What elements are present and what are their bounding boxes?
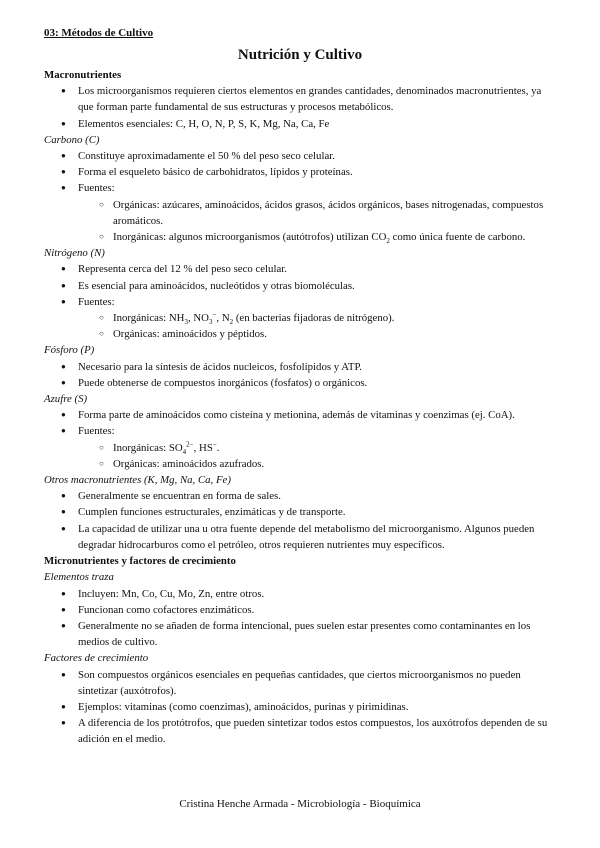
superscript: − <box>212 440 217 449</box>
text: . <box>216 441 220 454</box>
text: , N <box>216 312 230 325</box>
superscript: 2− <box>186 440 194 449</box>
subscript: 2 <box>386 237 390 246</box>
subscript: 4 <box>182 447 187 456</box>
list-item: ○ Orgánicas: aminoácidos azufrados. <box>44 456 554 472</box>
text: Inorgánicas: SO <box>113 441 183 454</box>
text: Inorgánicas: NH <box>113 312 185 325</box>
list-item: ● Ejemplos: vitaminas (como coenzimas), aminoácidos, purinas y pirimidinas. <box>44 699 554 715</box>
subscript: 3 <box>208 318 213 327</box>
nitrogeno-list <box>44 261 554 342</box>
list-item: ● Son compuestos orgánicos esenciales en pequeñas cantidades, que ciertos microorganismos no pueden sintetizar (auxótrofos). <box>44 667 554 699</box>
list-item <box>44 423 554 472</box>
list-item: ● Cumplen funciones estructurales, enzimáticas y de transporte. <box>44 504 554 520</box>
section-heading-micronutrientes: Micronutrientes y factores de crecimiento <box>44 555 236 568</box>
list-item: ● Generalmente no se añaden de forma intencional, pues suelen estar presentes como contaminantes en los medios de cultivo. <box>44 618 554 650</box>
text: , NO <box>187 312 209 325</box>
list-item: ● Puede obtenerse de compuestos inorgánicos (fosfatos) o orgánicos. <box>44 375 554 391</box>
chapter-header: 03: Métodos de Cultivo <box>44 27 154 39</box>
carbono-fuentes-list <box>78 197 554 246</box>
subheading-factores-crecimiento: Factores de crecimiento <box>44 652 149 665</box>
text: (en bacterias fijadoras de nitrógeno). <box>233 312 395 325</box>
fuentes-label: Fuentes: <box>78 295 115 308</box>
subheading-azufre: Azufre (S) <box>44 393 88 406</box>
fosforo-list <box>44 359 554 391</box>
list-item <box>44 440 554 456</box>
document-body <box>44 67 554 748</box>
list-item: ● Constituye aproximadamente el 50 % del peso seco celular. <box>44 148 554 164</box>
list-item: ○ Orgánicas: azúcares, aminoácidos, ácidos grasos, ácidos orgánicos, bases nitrogenadas, compuestos aromáticos. <box>44 197 554 229</box>
list-item: ● A diferencia de los protótrofos, que pueden sintetizar todos estos compuestos, los auxótrofos dependen de su adición en el medio. <box>44 715 554 747</box>
subscript: 2 <box>229 318 234 327</box>
list-item: ● Generalmente se encuentran en forma de sales. <box>44 488 554 504</box>
subheading-otros: Otros macronutrientes (K, Mg, Na, Ca, Fe) <box>44 474 231 487</box>
list-item <box>44 294 554 343</box>
list-item <box>44 229 554 245</box>
list-item: ● Los microorganismos requieren ciertos elementos en grandes cantidades, denominados macronutrientes, ya que forman parte fundamental de sus estructuras y procesos metabólicos. <box>44 83 554 115</box>
traza-list <box>44 586 554 651</box>
list-item <box>44 310 554 326</box>
text: Inorgánicas: algunos microorganismos (autótrofos) utilizan CO <box>113 231 387 244</box>
list-item <box>44 180 554 245</box>
subheading-carbono: Carbono (C) <box>44 133 100 146</box>
list-item: ○ Orgánicas: aminoácidos y péptidos. <box>44 326 554 342</box>
otros-list <box>44 488 554 553</box>
page-footer: Cristina Henche Armada - Microbiología - Bioquímica <box>179 798 421 810</box>
list-item: ● Necesario para la síntesis de ácidos nucleicos, fosfolípidos y ATP. <box>44 359 554 375</box>
fuentes-label: Fuentes: <box>78 425 115 438</box>
azufre-fuentes-list <box>78 440 554 472</box>
list-item: ● Elementos esenciales: C, H, O, N, P, S, K, Mg, Na, Ca, Fe <box>44 116 554 132</box>
text: , HS <box>193 441 213 454</box>
superscript: − <box>212 310 217 319</box>
list-item: ● La capacidad de utilizar una u otra fuente depende del metabolismo del microorganismo. Algunos pueden degradar hidrocarburos como el petróleo, otros requieren nutrientes muy específicos. <box>44 521 554 553</box>
subheading-nitrogeno: Nitrógeno (N) <box>44 247 105 260</box>
page-title: Nutrición y Cultivo <box>237 47 363 63</box>
fuentes-label: Fuentes: <box>78 182 115 195</box>
list-item: ● Forma parte de aminoácidos como cisteína y metionina, además de vitaminas y coenzimas (ej. CoA). <box>44 407 554 423</box>
carbono-list <box>44 148 554 245</box>
subheading-elementos-traza: Elementos traza <box>44 571 114 584</box>
list-item: ● Forma el esqueleto básico de carbohidratos, lípidos y proteínas. <box>44 164 554 180</box>
list-item: ● Es esencial para aminoácidos, nucleótidos y otras biomoléculas. <box>44 278 554 294</box>
factores-list <box>44 667 554 748</box>
subscript: 3 <box>184 318 188 327</box>
subheading-fosforo: Fósforo (P) <box>44 344 95 357</box>
azufre-list <box>44 407 554 472</box>
list-item: ● Funcionan como cofactores enzimáticos. <box>44 602 554 618</box>
section-heading-macronutrientes: Macronutrientes <box>44 69 122 81</box>
list-item: ● Incluyen: Mn, Co, Cu, Mo, Zn, entre otros. <box>44 586 554 602</box>
text: como única fuente de carbono. <box>389 231 526 244</box>
list-item: ● Representa cerca del 12 % del peso seco celular. <box>44 261 554 277</box>
macro-intro-list <box>44 83 554 132</box>
nitrogeno-fuentes-list <box>78 310 554 342</box>
